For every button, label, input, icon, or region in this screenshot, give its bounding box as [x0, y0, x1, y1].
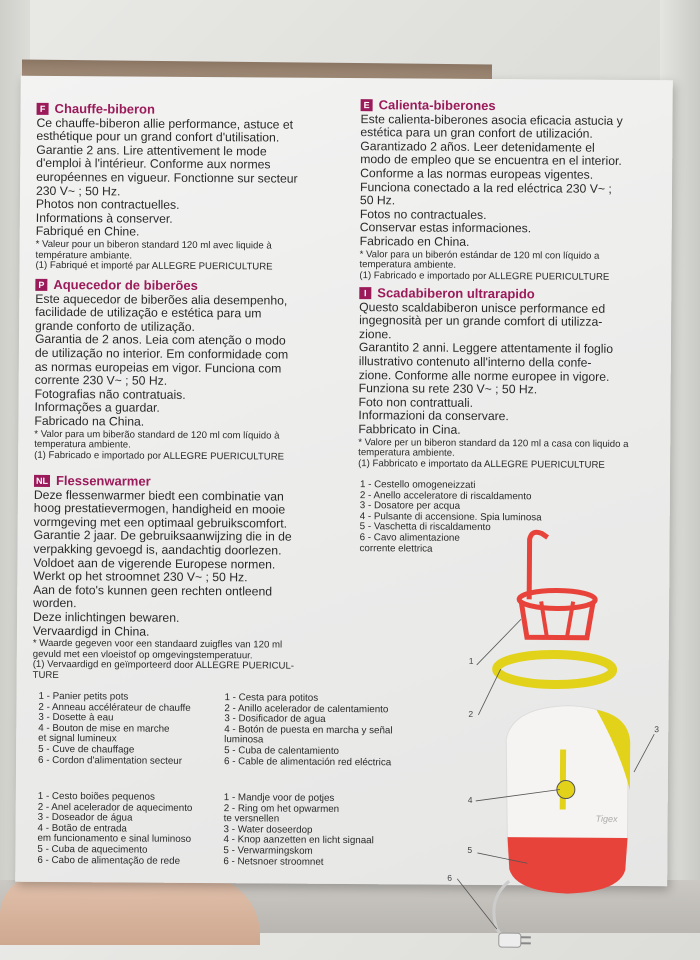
parts-list-it: 1 - Cestello omogeneizzati 2 - Anello acceleratore di riscaldamento 3 - Dosatore per acqua 4 - Pulsante di accensione. Spia luminosa 5 - Vaschetta di riscaldamento 6 - Cavo alimentazione corrente elettrica: [359, 480, 600, 556]
section-it-body: Questo scaldabiberon unisce performance ed ingegnosità per un grande comfort di utilizza- zione. Garantito 2 anni. Leggere attentamente il foglio illustrativo contenuto all'interno della confe- zione. Conforme alle norme europee in vigore. Funziona su rete 230 V~ ; 50 Hz. Foto non contrattuali. Informazioni da conservare. Fabbricato in Cina.: [358, 301, 659, 439]
parts-list-fr: 1 - Panier petits pots 2 - Anneau accélérateur de chauffe 3 - Dosette à eau 4 - Bouton de mise en marche et signal lumineux 5 - Cuve de chauffage 6 - Cordon d'alimentation secteur: [38, 692, 229, 767]
lang-badge-it: I: [359, 287, 371, 299]
lang-badge-nl: NL: [34, 475, 50, 487]
section-es-body: Este calienta-biberones asocia eficacia astucia y estética para un gran confort de utilización. Garantizado 2 años. Leer detenidamente el modo de empleo que se encuentra en el interior. Conforme a las normas europeas vigentes. Funciona conectado a la red eléctrica 230 V~ ; 50 Hz. Fotos no contractuales. Conservar estas informaciones. Fabricado en China.: [360, 113, 661, 251]
diagram-label-3: 3: [654, 724, 659, 734]
parts-list-es: 1 - Cesta para potitos 2 - Anillo acelerador de calentamiento 3 - Dosificador de agua 4 - Botón de puesta en marcha y señal luminosa 5 - Cuba de calentamiento 6 - Cable de alimentación red eléctrica: [224, 693, 415, 768]
lang-badge-es: E: [361, 99, 373, 111]
section-pt-note: * Valor para um biberão standard de 120 ml com líquido à temperatura ambiente. (1) Fabricado e importado por ALLEGRE PUERICULTURE: [34, 429, 354, 463]
section-fr-body: Ce chauffe-biberon allie performance, astuce et esthétique pour un grand confort d'utilisation. Garantie 2 ans. Lire attentivement le mode d'emploi à l'intérieur. Conforme aux normes européennes en vigueur. Fonctionne sur secteur 230 V~ ; 50 Hz. Photos non contractuelles. Informations à conserver. Fabriqué en Chine.: [36, 116, 357, 241]
power-cord-part: [494, 881, 532, 947]
section-it-note: * Valore per un biberon standard da 120 ml a casa con liquido a temperatura ambiente. (1) Fabbricato e importato da ALLEGRE PUERICULTURE: [358, 438, 658, 472]
section-nl-note: * Waarde gegeven voor een standaard zuigfles van 120 ml gevuld met een vloeistof op omgevingstemperatuur. (1) Vervaardigd en geïmporteerd door ALLEGRE PUERICUL- TURE: [33, 639, 353, 684]
lang-badge-pt: P: [35, 279, 47, 291]
section-fr-heading: Chauffe-biberon: [55, 102, 155, 116]
diagram-label-5: 5: [467, 845, 472, 855]
parts-list-pt: 1 - Cesto boiões pequenos 2 - Anel acelerador de aquecimento 3 - Doseador de água 4 - Botão de entrada em funcionamento e sinal luminoso 5 - Cuba de aquecimento 6 - Cabo de alimentação de rede: [37, 792, 228, 867]
diagram-label-4: 4: [468, 795, 473, 805]
section-pt-body: Este aquecedor de biberões alia desempenho, facilidade de utilização e estética para um grande conforto de utilização. Garantia de 2 anos. Leia com atenção o modo de utilização no interior. Em conformidade com as normas europeias em vigor. Funciona com corrente 230 V~ ; 50 Hz. Fotografias não contratuais. Informações a guardar. Fabricado na China.: [34, 292, 355, 430]
section-nl: [33, 474, 354, 684]
section-pt: [34, 278, 355, 464]
hand: [0, 875, 260, 945]
section-it: [358, 286, 659, 471]
section-pt-heading: Aquecedor de biberões: [53, 278, 198, 293]
section-nl-body: Deze flessenwarmer biedt een combinatie van hoog prestatievermogen, handigheid en mooie vormgeving met een optimaal gebruikscomfort. Garantie 2 jaar. De gebruiksaanwijzing die in de verpakking gevoegd is, aandachtig doorlezen. Voldoet aan de vigerende Europese normen. Werkt op het stroomnet 230 V~ ; 50 Hz. Aan de foto's kunnen geen rechten ontleend worden. Deze inlichtingen bewaren. Vervaardigd in China.: [33, 488, 354, 640]
accelerator-ring-part: [497, 654, 613, 685]
diagram-label-2: 2: [468, 709, 473, 719]
product-box: [15, 76, 673, 887]
parts-list-nl: 1 - Mandje voor de potjes 2 - Ring om het opwarmen te versnellen 3 - Water doseerdop 4 - Knop aanzetten en licht signaal 5 - Verwarmingskom 6 - Netsnoer stroomnet: [223, 793, 424, 869]
diagram-label-1: 1: [469, 656, 474, 666]
section-es-note: * Valor para un biberón estándar de 120 ml con líquido a temperatura ambiente. (1) Fabricado e importado por ALLEGRE PUERICULTURE: [359, 250, 659, 284]
product-diagram: [427, 519, 670, 960]
basket-part: [519, 532, 596, 638]
section-es: [359, 98, 660, 283]
diagram-label-6: 6: [447, 873, 452, 883]
heating-bowl-part: [505, 705, 630, 894]
section-fr: [35, 102, 356, 274]
brand-logo: Tigex: [596, 814, 618, 824]
section-nl-heading: Flessenwarmer: [56, 474, 151, 488]
section-es-heading: Calienta-biberones: [379, 98, 496, 112]
lang-badge-fr: F: [37, 103, 49, 115]
section-fr-note: * Valeur pour un biberon standard 120 ml avec liquide à température ambiante. (1) Fabriqué et importé par ALLEGRE PUERICULTURE: [35, 240, 355, 274]
section-it-heading: Scadabiberon ultrarapido: [377, 286, 535, 301]
